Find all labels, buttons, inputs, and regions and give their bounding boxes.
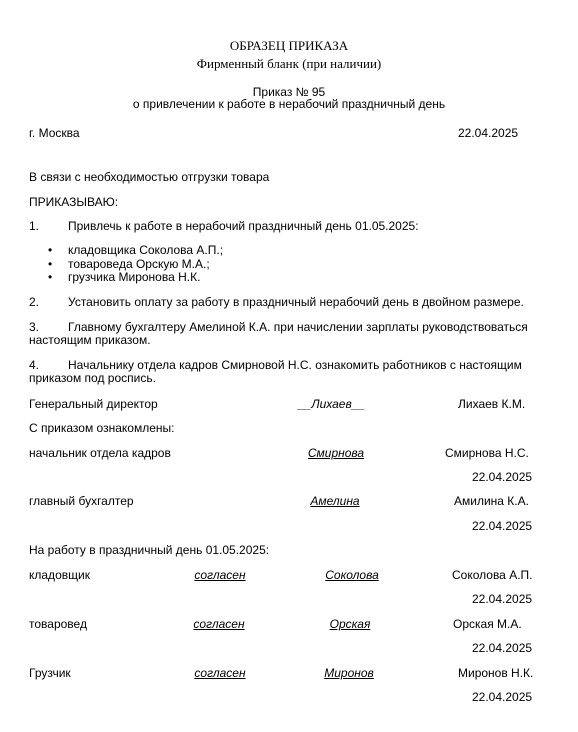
order-city: г. Москва [29,126,80,140]
worker-name: Миронов Н.К. [458,666,534,680]
worker-signature: Соколова [325,568,379,582]
item-text: Привлечь к работе в нерабочий праздничный день 01.05.2025: [68,219,419,233]
item-number: 4. [29,358,40,372]
document-subtitle: Фирменный бланк (при наличии) [196,56,382,71]
acquainted-title: С приказом ознакомлены: [29,421,175,435]
item-text: Установить оплату за работу в праздничный нерабочий день в двойном размере. [68,295,524,309]
worker-name: Соколова А.П. [452,568,533,582]
document-title: ОБРАЗЕЦ ПРИКАЗА [229,38,349,53]
order-subject: о привлечении к работе в нерабочий праздничный день [132,97,446,111]
worker-role: товаровед [29,617,87,631]
order-date: 22.04.2025 [458,126,519,140]
bullet-item: • грузчика Миронова Н.К. [68,270,200,284]
worker-date: 22.04.2025 [472,690,533,704]
signer-date: 22.04.2025 [472,519,533,533]
worker-role: кладовщик [29,568,90,582]
worker-signature: Орская [329,617,371,631]
item-number: 3. [29,320,40,334]
signer-signature: Смирнова [307,446,365,460]
signer-name: Смирнова Н.С. [445,446,529,460]
signer-signature: Амелина [310,494,360,508]
worker-date: 22.04.2025 [472,592,533,606]
worker-consent: согласен [193,617,245,631]
bullet-item: • товароведа Орскую М.А.; [68,257,210,271]
bullet-item: • кладовщика Соколова А.П.; [68,243,223,257]
signer-date: 22.04.2025 [472,470,533,484]
worker-signature: Миронов [324,666,374,680]
signer-role: начальник отдела кадров [29,446,171,460]
signer-name: Амилина К.А. [454,494,529,508]
item-number: 1. [29,219,40,233]
item-text-continuation: настоящим приказом. [29,333,151,347]
orders-word: ПРИКАЗЫВАЮ: [29,195,119,209]
director-name: Лихаев К.М. [458,397,526,411]
item-text-continuation: приказом под роспись. [29,371,156,385]
worker-consent: согласен [194,568,246,582]
worker-consent: согласен [194,666,246,680]
signer-role: главный бухгалтер [29,494,134,508]
worker-role: Грузчик [29,666,71,680]
item-text: Главному бухгалтеру Амелиной К.А. при начислении зарплаты руководствоваться [68,320,528,334]
item-text: Начальнику отдела кадров Смирновой Н.С. ознакомить работников с настоящим [68,358,522,372]
director-signature: __Лихаев__ [298,397,366,411]
order-reason: В связи с необходимостью отгрузки товара [29,170,270,184]
item-number: 2. [29,295,40,309]
holiday-work-title: На работу в праздничный день 01.05.2025: [29,543,270,557]
worker-name: Орская М.А. [453,617,522,631]
director-role: Генеральный директор [29,397,158,411]
order-number: Приказ № 95 [252,85,326,99]
worker-date: 22.04.2025 [472,641,533,655]
